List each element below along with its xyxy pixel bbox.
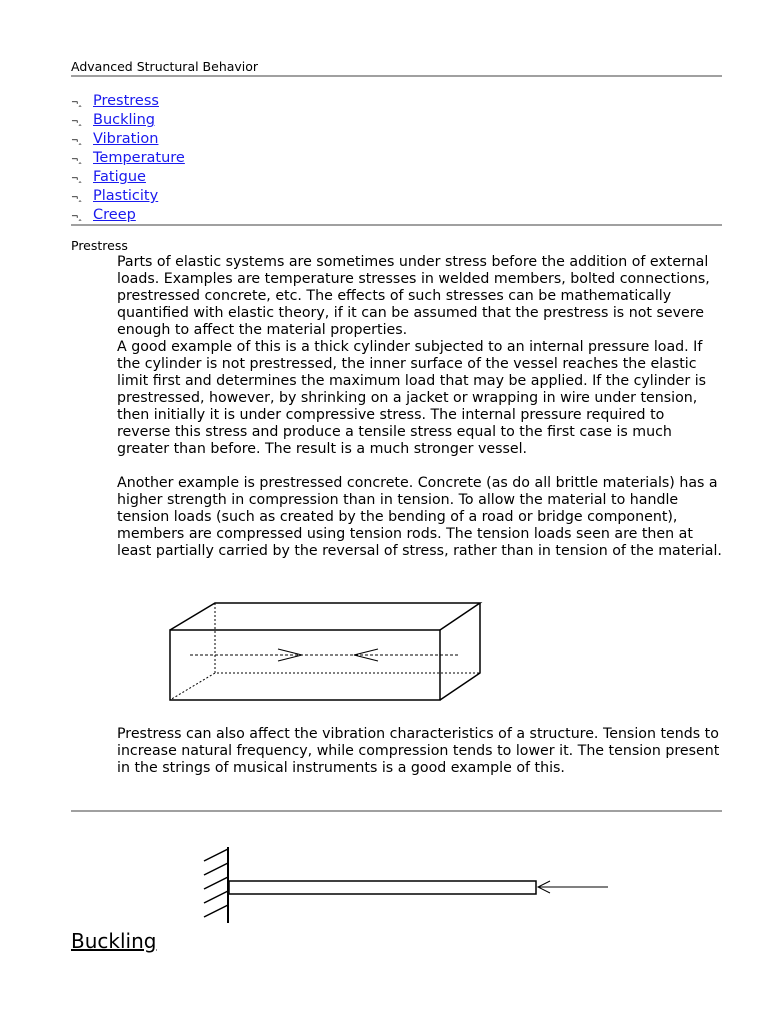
- cantilever-column-diagram: [198, 845, 613, 925]
- beam-top-face: [170, 603, 480, 630]
- support-hatching: [204, 849, 228, 917]
- bullet-icon: ¬‸: [71, 136, 82, 146]
- toc-link-creep[interactable]: Creep: [93, 207, 136, 223]
- toc-item-plasticity: [71, 187, 185, 206]
- beam-hidden-edges: [170, 603, 480, 700]
- bullet-icon: ¬‸: [71, 212, 82, 222]
- toc-link-buckling[interactable]: Buckling: [93, 112, 155, 128]
- bullet-icon: ¬‸: [71, 193, 82, 203]
- toc-item-vibration: [71, 130, 185, 149]
- page-title: Advanced Structural Behavior: [71, 59, 259, 74]
- paragraph-vibration: Prestress can also affect the vibration characteristics of a structure. Tension tends to increase natural frequency, while compression tends to lower it. The tension present in the strings of musical instruments is a good example of this.: [117, 726, 720, 776]
- toc-item-buckling: [71, 111, 185, 130]
- toc-item-creep: [71, 206, 185, 225]
- beam-right-face: [440, 603, 480, 700]
- paragraph-intro: Parts of elastic systems are sometimes under stress before the addition of external loads. Examples are temperature stresses in welded members, bolted connections, prestressed concrete, etc. The effects of such stresses can be mathematically quantified with elastic theory, if it can be assumed that the prestress is not severe enough to affect the material properties.: [117, 254, 710, 338]
- table-of-contents: [71, 92, 185, 225]
- toc-item-prestress: [71, 92, 185, 111]
- toc-link-prestress[interactable]: Prestress: [93, 93, 159, 109]
- paragraph-cylinder: A good example of this is a thick cylinder subjected to an internal pressure load. If the cylinder is not prestressed, the inner surface of the vessel reaches the elastic limit first and determines the maximum load that may be applied. If the cylinder is prestressed, however, by shrinking on a jacket or wrapping in wire under tension, then initially it is under compressive stress. The internal pressure required to reverse this stress and produce a tensile stress equal to the first case is much greater than before. The result is a much stronger vessel.: [117, 339, 707, 457]
- bullet-icon: ¬‸: [71, 174, 82, 184]
- column-member: [229, 881, 536, 894]
- header-divider: [71, 75, 722, 77]
- heading-buckling: Buckling: [71, 929, 157, 953]
- toc-item-temperature: [71, 149, 185, 168]
- toc-link-plasticity[interactable]: Plasticity: [93, 188, 159, 204]
- paragraph-concrete: Another example is prestressed concrete. Concrete (as do all brittle materials) has a higher strength in compression than in tension. To allow the material to handle tension loads (such as created by the bending of a road or bridge component), members are compressed using tension rods. The tension loads seen are then at least partially carried by the reversal of stress, rather than in tension of the material.: [117, 475, 722, 559]
- toc-divider: [71, 224, 722, 226]
- bullet-icon: ¬‸: [71, 117, 82, 127]
- toc-link-fatigue[interactable]: Fatigue: [93, 169, 146, 185]
- section-label-prestress: Prestress: [71, 238, 128, 253]
- beam-front-face: [170, 630, 440, 700]
- bullet-icon: ¬‸: [71, 155, 82, 165]
- prestressed-beam-diagram: [160, 595, 490, 710]
- section-divider: [71, 810, 722, 812]
- toc-link-temperature[interactable]: Temperature: [93, 150, 185, 166]
- toc-item-fatigue: [71, 168, 185, 187]
- toc-link-vibration[interactable]: Vibration: [93, 131, 159, 147]
- bullet-icon: ¬‸: [71, 98, 82, 108]
